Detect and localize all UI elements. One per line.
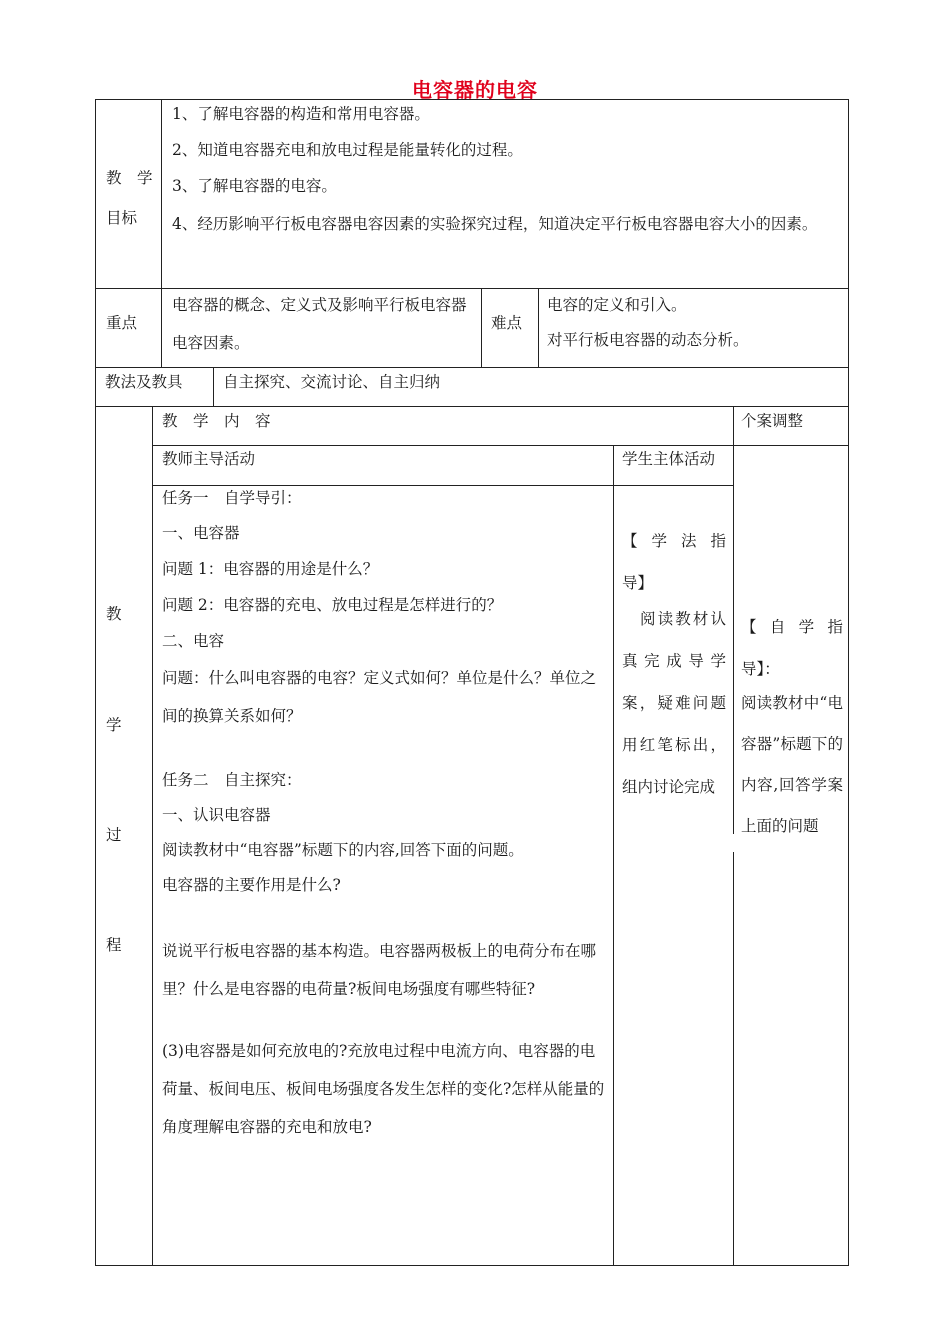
objective-item: 2、知道电容器充电和放电过程是能量转化的过程。 <box>172 141 523 159</box>
difficult-point: 对平行板电容器的动态分析。 <box>547 331 749 349</box>
section-heading: 一、电容器 <box>162 524 240 542</box>
objectives-label: 教 学 目标 <box>106 169 153 227</box>
question-main-function: 电容器的主要作用是什么? <box>162 876 341 894</box>
difficult-point: 电容的定义和引入。 <box>547 296 687 314</box>
question-1: 问题 1：电容器的用途是什么？ <box>162 560 379 578</box>
student-header: 学生主体活动 <box>622 450 716 468</box>
study-guide-title: 【 学 法 指 导】 <box>622 532 726 592</box>
adjust-header: 个案调整 <box>741 412 804 430</box>
objective-item: 3、了解电容器的电容。 <box>172 177 337 195</box>
process-label-char: 教 <box>106 605 122 623</box>
teacher-header: 教师主导活动 <box>162 450 256 468</box>
self-study-guide-title: 【 自 学 指 导】： <box>741 618 843 678</box>
process-label-char: 过 <box>106 826 122 844</box>
methods-text: 自主探究、交流讨论、自主归纳 <box>223 373 441 391</box>
process-label-char: 学 <box>106 716 122 734</box>
adjust-text: 阅读教材中“电容器”标题下的内容,回答学案上面的问题 <box>741 694 843 835</box>
key-points-text: 电容器的概念、定义式及影响平行板电容器电容因素。 <box>172 296 467 352</box>
question-plate-structure: 说说平行板电容器的基本构造。电容器两极板上的电荷分布在哪里？什么是电容器的电荷量?板间电场强度有哪些特征? <box>162 942 597 998</box>
methods-label: 教法及教具 <box>105 373 183 391</box>
reading-instruction: 阅读教材中“电容器”标题下的内容,回答下面的问题。 <box>162 841 524 859</box>
question-capacitance: 问题：什么叫电容器的电容？定义式如何？单位是什么？单位之间的换算关系如何？ <box>162 669 597 725</box>
key-points-label: 重点 <box>106 314 138 332</box>
content-header: 教 学 内 容 <box>162 412 271 430</box>
task-heading: 任务二 自主探究： <box>162 771 302 789</box>
question-charging: (3)电容器是如何充放电的?充放电过程中电流方向、电容器的电荷量、板间电压、板间电场强度各发生怎样的变化?怎样从能量的角度理解电容器的充电和放电? <box>162 1042 605 1136</box>
objective-item: 4、经历影响平行板电容器电容因素的实验探究过程，知道决定平行板电容器电容大小的因素。 <box>172 215 818 233</box>
section-heading: 一、认识电容器 <box>162 806 271 824</box>
student-activity-text: 阅读教材认真完成导学案，疑难问题用红笔标出，组内讨论完成 <box>622 610 726 796</box>
section-heading: 二、电容 <box>162 632 225 650</box>
objective-item: 1、了解电容器的构造和常用电容器。 <box>172 105 430 123</box>
question-2: 问题 2：电容器的充电、放电过程是怎样进行的？ <box>162 596 503 614</box>
page-title: 电容器的电容 <box>412 78 538 102</box>
task-heading: 任务一 自学导引： <box>162 489 302 507</box>
difficult-points-label: 难点 <box>491 314 523 332</box>
process-label-char: 程 <box>106 936 122 954</box>
